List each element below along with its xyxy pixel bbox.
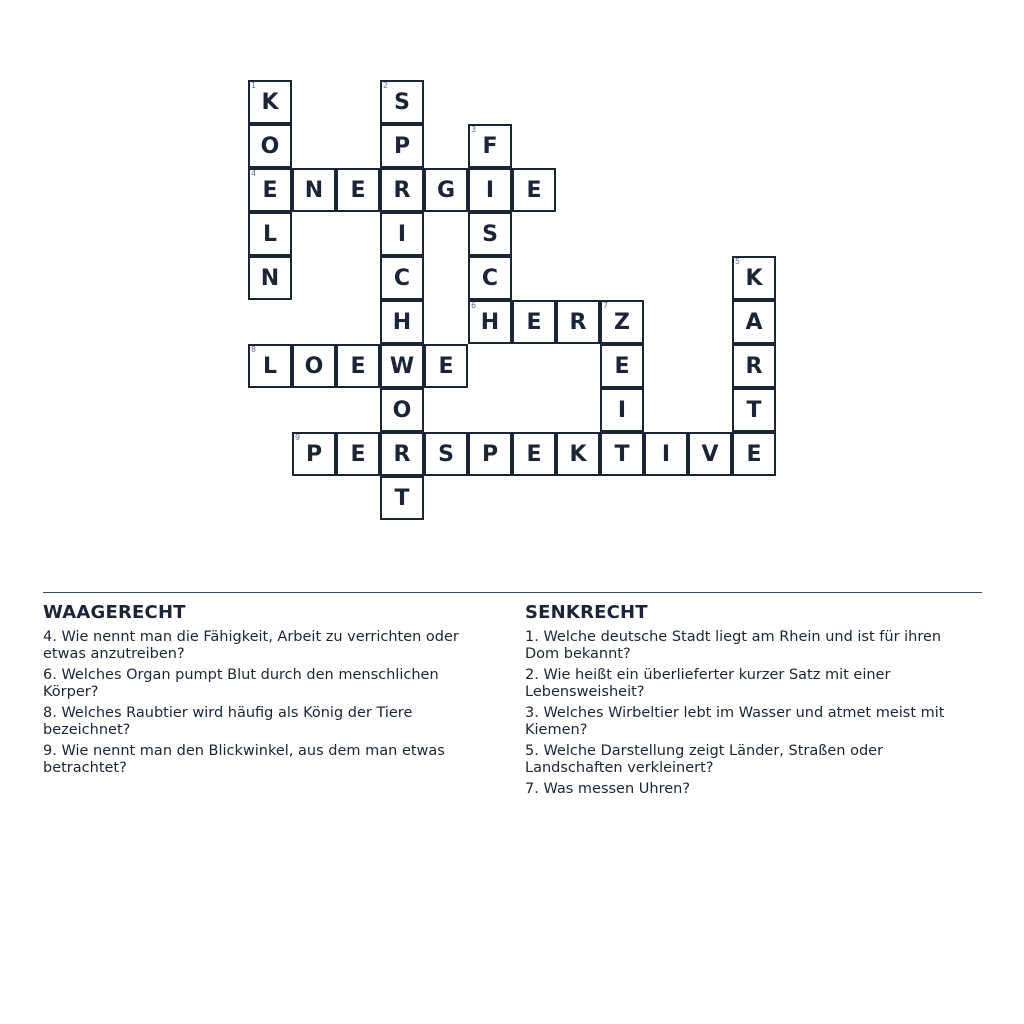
down-heading: SENKRECHT xyxy=(525,602,648,623)
clue-number: 7 xyxy=(603,301,609,310)
grid-cell[interactable] xyxy=(336,168,380,212)
grid-cell[interactable] xyxy=(644,432,688,476)
cell-letter: K xyxy=(745,265,763,291)
grid-cell[interactable] xyxy=(512,168,556,212)
grid-cell[interactable] xyxy=(468,432,512,476)
grid-cell[interactable] xyxy=(600,432,644,476)
grid-cell[interactable] xyxy=(380,124,424,168)
across-clues xyxy=(43,602,483,781)
cell-letter: K xyxy=(261,89,279,115)
cell-letter: E xyxy=(526,309,542,335)
cell-letter: I xyxy=(397,221,407,247)
grid-cell[interactable] xyxy=(292,168,336,212)
grid-cell[interactable] xyxy=(248,80,292,124)
grid-cell[interactable] xyxy=(468,300,512,344)
grid-cell[interactable] xyxy=(600,388,644,432)
cell-letter: L xyxy=(262,353,278,379)
cell-letter: V xyxy=(701,441,719,467)
cell-letter: I xyxy=(617,397,627,423)
cell-letter: T xyxy=(746,397,762,423)
cell-letter: H xyxy=(392,309,412,335)
down-clue[interactable]: 5. Welche Darstellung zeigt Länder, Straßen oder Landschaften verkleinert? xyxy=(525,743,884,776)
cell-letter: N xyxy=(304,177,324,203)
cell-letter: P xyxy=(305,441,323,467)
grid-cell[interactable] xyxy=(380,168,424,212)
cell-letter: E xyxy=(614,353,630,379)
cell-letter: E xyxy=(350,353,366,379)
grid-cell[interactable] xyxy=(248,344,292,388)
cell-letter: I xyxy=(485,177,495,203)
clue-number: 8 xyxy=(251,345,257,354)
cell-letter: S xyxy=(394,89,410,115)
across-clue[interactable]: 4. Wie nennt man die Fähigkeit, Arbeit zu verrichten oder etwas anzutreiben? xyxy=(43,629,459,662)
grid-cell[interactable] xyxy=(380,256,424,300)
down-clue[interactable]: 3. Welches Wirbeltier lebt im Wasser und atmet meist mit Kiemen? xyxy=(525,705,945,738)
grid-cell[interactable] xyxy=(248,168,292,212)
grid-cell[interactable] xyxy=(248,256,292,300)
grid-cell[interactable] xyxy=(688,432,732,476)
down-clue[interactable]: 2. Wie heißt ein überlieferter kurzer Satz mit einer Lebensweisheit? xyxy=(525,667,891,700)
across-clue[interactable]: 8. Welches Raubtier wird häufig als König der Tiere bezeichnet? xyxy=(43,705,413,738)
cell-letter: L xyxy=(262,221,278,247)
cell-letter: W xyxy=(389,353,415,379)
clue-number: 1 xyxy=(251,81,257,90)
grid-cell[interactable] xyxy=(556,300,600,344)
grid-cell[interactable] xyxy=(600,300,644,344)
cell-letter: O xyxy=(304,353,324,379)
cell-letter: O xyxy=(392,397,412,423)
grid-cell[interactable] xyxy=(732,388,776,432)
cell-letter: F xyxy=(482,133,498,159)
across-heading: WAAGERECHT xyxy=(43,602,186,623)
grid-cell[interactable] xyxy=(556,432,600,476)
grid-cell[interactable] xyxy=(732,300,776,344)
grid-cell[interactable] xyxy=(292,344,336,388)
grid-cell[interactable] xyxy=(336,432,380,476)
cell-letter: C xyxy=(481,265,499,291)
cell-letter: E xyxy=(262,177,278,203)
down-clue[interactable]: 1. Welche deutsche Stadt liegt am Rhein und ist für ihren Dom bekannt? xyxy=(525,629,942,662)
down-clue[interactable]: 7. Was messen Uhren? xyxy=(525,781,691,797)
grid-cell[interactable] xyxy=(424,344,468,388)
grid-cell[interactable] xyxy=(380,388,424,432)
cell-letter: S xyxy=(438,441,454,467)
grid-cell[interactable] xyxy=(732,344,776,388)
across-clue[interactable]: 6. Welches Organ pumpt Blut durch den menschlichen Körper? xyxy=(43,667,439,700)
clue-number: 5 xyxy=(735,257,741,266)
cell-letter: G xyxy=(436,177,456,203)
grid-cell[interactable] xyxy=(512,300,556,344)
cell-letter: E xyxy=(526,441,542,467)
cell-letter: T xyxy=(394,485,410,511)
clue-number: 9 xyxy=(295,433,301,442)
grid-cell[interactable] xyxy=(732,256,776,300)
grid-cell[interactable] xyxy=(380,476,424,520)
cell-letter: R xyxy=(393,441,411,467)
divider xyxy=(43,592,982,593)
cell-letter: K xyxy=(569,441,587,467)
grid-cell[interactable] xyxy=(292,432,336,476)
cell-letter: P xyxy=(393,133,411,159)
grid-cell[interactable] xyxy=(248,212,292,256)
grid-cell[interactable] xyxy=(380,432,424,476)
cell-letter: R xyxy=(745,353,763,379)
grid-cell[interactable] xyxy=(600,344,644,388)
cell-letter: E xyxy=(350,177,366,203)
cell-letter: C xyxy=(393,265,411,291)
grid-cell[interactable] xyxy=(468,256,512,300)
grid-cell[interactable] xyxy=(512,432,556,476)
grid-cell[interactable] xyxy=(468,124,512,168)
grid-cell[interactable] xyxy=(424,168,468,212)
grid-cell[interactable] xyxy=(248,124,292,168)
cell-letter: O xyxy=(260,133,280,159)
cell-letter: I xyxy=(661,441,671,467)
clue-number: 4 xyxy=(251,169,257,178)
grid-cell[interactable] xyxy=(424,432,468,476)
grid-cell[interactable] xyxy=(336,344,380,388)
cell-letter: N xyxy=(260,265,280,291)
down-clues xyxy=(525,602,965,802)
grid-cell[interactable] xyxy=(380,300,424,344)
grid-cell[interactable] xyxy=(468,168,512,212)
cell-letter: E xyxy=(746,441,762,467)
cell-letter: E xyxy=(350,441,366,467)
across-clue[interactable]: 9. Wie nennt man den Blickwinkel, aus dem man etwas betrachtet? xyxy=(43,743,445,776)
cell-letter: P xyxy=(481,441,499,467)
grid-cell[interactable] xyxy=(380,80,424,124)
cell-letter: E xyxy=(438,353,454,379)
cell-letter: T xyxy=(614,441,630,467)
grid-cell[interactable] xyxy=(468,212,512,256)
cell-letter: H xyxy=(480,309,500,335)
cell-letter: E xyxy=(526,177,542,203)
grid-cell[interactable] xyxy=(380,212,424,256)
cell-letter: A xyxy=(745,309,763,335)
cell-letter: R xyxy=(393,177,411,203)
cell-letter: Z xyxy=(614,309,630,335)
clue-number: 3 xyxy=(471,125,477,134)
clue-number: 6 xyxy=(471,301,477,310)
cell-letter: R xyxy=(569,309,587,335)
grid-cell[interactable] xyxy=(380,344,424,388)
cell-letter: S xyxy=(482,221,498,247)
grid-cell[interactable] xyxy=(732,432,776,476)
clue-number: 2 xyxy=(383,81,389,90)
